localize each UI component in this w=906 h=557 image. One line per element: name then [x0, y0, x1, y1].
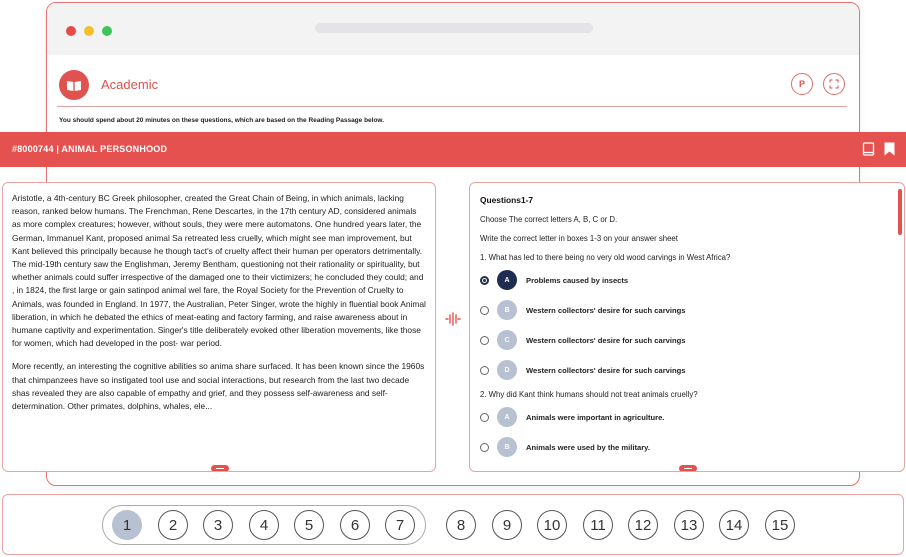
maximize-window-button[interactable] — [102, 26, 112, 36]
drag-handle-icon — [445, 312, 461, 326]
questions-panel — [469, 182, 905, 472]
address-bar[interactable] — [315, 23, 593, 33]
passage-title: #8000744 | ANIMAL PERSONHOOD — [12, 144, 168, 154]
q1-option-a-radio[interactable] — [480, 276, 489, 285]
question-1-text: 1. What has led to there being no very old wood carvings in West Africa? — [480, 253, 731, 262]
app-title: Academic — [101, 77, 159, 92]
write-instruction: Write the correct letter in boxes 1-3 on your answer sheet — [480, 234, 678, 243]
questions-resize-handle[interactable] — [679, 465, 697, 472]
q1-option-b-radio[interactable] — [480, 306, 489, 315]
question-nav-7[interactable]: 7 — [385, 510, 415, 540]
option-letter-badge: C — [497, 330, 517, 350]
q1-option-a[interactable] — [480, 270, 904, 300]
option-letter-badge: B — [497, 300, 517, 320]
instruction-text: You should spend about 20 minutes on these questions, which are based on the Reading Passage below. — [59, 117, 385, 124]
question-nav-9[interactable]: 9 — [492, 510, 522, 540]
question-nav-5[interactable]: 5 — [294, 510, 324, 540]
question-2-text: 2. Why did Kant think humans should not treat animals cruelly? — [480, 390, 698, 399]
minimize-window-button[interactable] — [84, 26, 94, 36]
option-text: Western collectors' desire for such carvings — [526, 306, 686, 315]
passage-header-band — [0, 132, 906, 167]
q2-option-a-radio[interactable] — [480, 413, 489, 422]
q2-option-a[interactable] — [480, 407, 904, 437]
q1-option-c[interactable] — [480, 330, 904, 360]
option-text: Problems caused by insects — [526, 276, 629, 285]
q1-option-b[interactable] — [480, 300, 904, 330]
option-text: Animals were important in agriculture. — [526, 413, 665, 422]
option-letter-badge: A — [497, 407, 517, 427]
reading-passage-panel — [2, 182, 436, 472]
book-logo-icon — [59, 70, 89, 100]
option-letter-badge: A — [497, 270, 517, 290]
q1-option-c-radio[interactable] — [480, 336, 489, 345]
app-header — [57, 67, 847, 107]
question-pager — [2, 494, 904, 555]
question-nav-1[interactable]: 1 — [112, 510, 142, 540]
notes-book-icon[interactable] — [862, 142, 875, 161]
close-window-button[interactable] — [66, 26, 76, 36]
passage-resize-handle[interactable] — [211, 465, 229, 472]
question-nav-13[interactable]: 13 — [674, 510, 704, 540]
option-letter-badge: B — [497, 437, 517, 457]
fullscreen-button[interactable] — [823, 73, 845, 95]
option-text: Western collectors' desire for such carvings — [526, 336, 686, 345]
question-nav-15[interactable]: 15 — [765, 510, 795, 540]
question-nav-6[interactable]: 6 — [340, 510, 370, 540]
questions-title: Questions1-7 — [480, 195, 534, 205]
bookmark-icon[interactable] — [884, 142, 895, 161]
title-bar — [47, 3, 859, 55]
q2-option-b-radio[interactable] — [480, 443, 489, 452]
option-letter-badge: D — [497, 360, 517, 380]
option-text: Animals were used by the military. — [526, 443, 650, 452]
question-nav-3[interactable]: 3 — [203, 510, 233, 540]
question-nav-14[interactable]: 14 — [719, 510, 749, 540]
profile-button[interactable]: P — [791, 73, 813, 95]
question-nav-4[interactable]: 4 — [249, 510, 279, 540]
question-nav-10[interactable]: 10 — [537, 510, 567, 540]
passage-text — [3, 183, 435, 413]
split-divider-handle[interactable] — [445, 312, 461, 331]
passage-paragraph-1: Aristotle, a 4th-century BC Greek philosopher, created the Great Chain of Being, in which animals, lacking reason, ranked below humans. The Frenchman, Rene Descartes, in the 17th century AD, considered animals as more complex creatures; however, without souls, they were mere automatons. One hundred years later, the German, Immanuel Kant, proposed animal Sa retreated less cruelly, which might see man improvement, but Kant believed this principally because he though tact's of cruelty affect their human per operators detrimentally. The mid-19th century saw the Englishman, Jeremy Bentham, questioning not their rationality or spirituality, but whether animals could suffer irrespective of the damaged one to their victimizers; he concluded they could; and , in 1824, the first large or gain satinpod animal wel fare, the Royal Society for the Prevention of Cruelty to Animals, was founded in England. In 1977, the Australian, Peter Singer, wrote the highly in fluential book Animal liberation, in which he debated the ethics of meat-eating and factory farming, and raise awareness about in humane captivity and experimentation. Singer's title deliberately evoked other liberation movements, like those for women, which had developed in the post- war period. — [12, 193, 426, 349]
question-nav-11[interactable]: 11 — [583, 510, 613, 540]
q1-option-d-radio[interactable] — [480, 366, 489, 375]
q1-option-d[interactable] — [480, 360, 904, 390]
q2-option-b[interactable] — [480, 437, 904, 467]
question-nav-2[interactable]: 2 — [158, 510, 188, 540]
option-text: Western collectors' desire for such carvings — [526, 366, 686, 375]
fullscreen-icon — [829, 79, 839, 89]
passage-paragraph-2: More recently, an interesting the cognitive abilities so anima share surfaced. It has been known since the 1960s that chimpanzees have so instigated tool use and social interactions, but research from the last two decade shas revealed they are also capable of empathy and grief, and they possess self-awareness and self-determination. Other primates, dolphins, whales, ele... — [12, 361, 425, 412]
choose-instruction: Choose The correct letters A, B, C or D. — [480, 215, 618, 224]
question-nav-12[interactable]: 12 — [628, 510, 658, 540]
questions-scrollbar[interactable] — [898, 189, 902, 235]
question-nav-8[interactable]: 8 — [446, 510, 476, 540]
